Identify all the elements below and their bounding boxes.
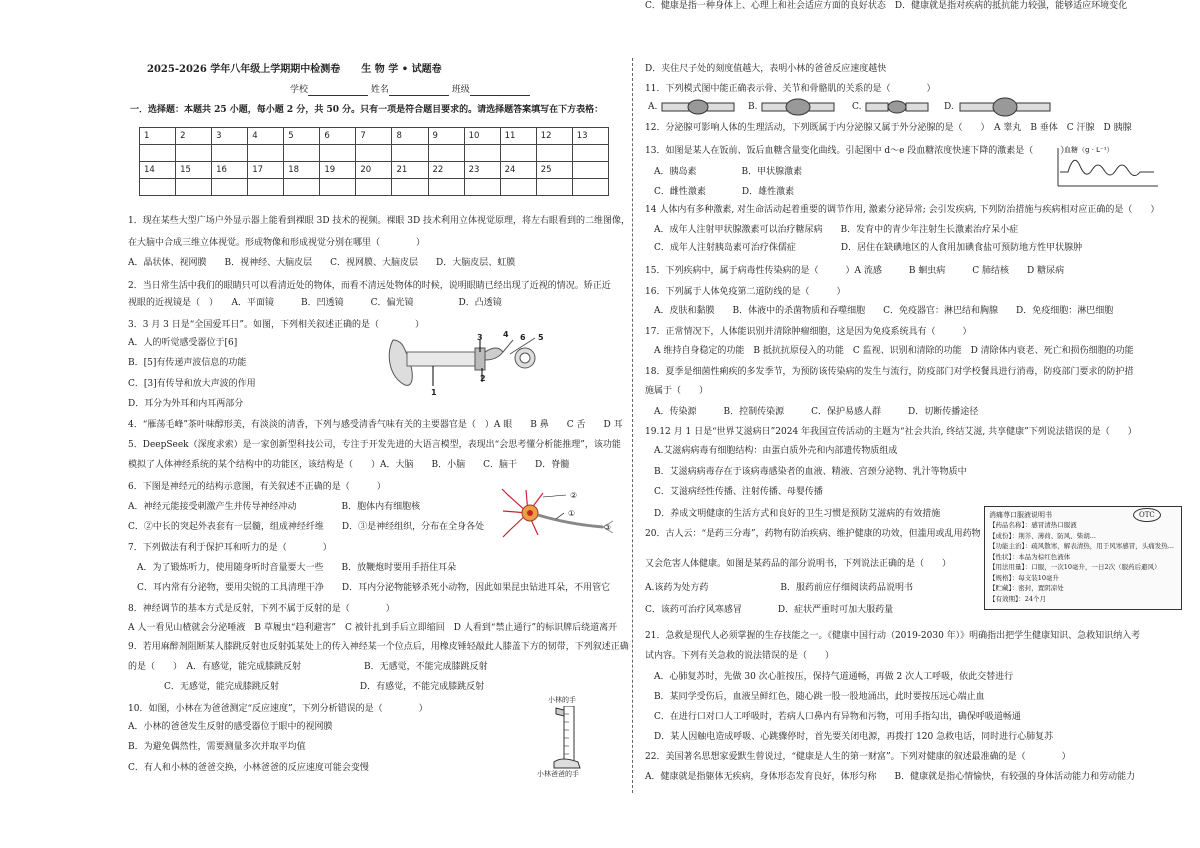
- left-question-line: C．耳内常有分泌物，要用尖锐的工具清理干净 D．耳内分泌物能够杀死小动物，因此如果昆虫钻进耳朵，不用管它: [128, 583, 611, 593]
- ear-label-6: 6: [520, 333, 526, 342]
- neuron-diagram: [498, 485, 618, 543]
- answer-cell-number: 19: [320, 162, 356, 179]
- left-question-line: 模拟了人体神经系统的某个结构中的功能区，该结构是（ ）A．大脑 B．小脑 C．脑干 D．脊髓: [128, 460, 570, 470]
- left-question-line: 2．当日常生活中我们的眼睛只可以看清近处的物体，而看不清远处物体的时候，说明眼睛已经出现了近视的情况。矫正近: [128, 281, 611, 291]
- left-question-line: C．②中长的突起外表套有一层髓，组成神经纤维 D．③是神经组织，分布在全身各处: [128, 522, 485, 532]
- exam-title-text: 2025-2026 学年八年级上学期期中检测卷: [147, 64, 341, 75]
- neuron-label-1: ①: [568, 509, 576, 518]
- left-question-line: 视眼的近视镜是（ ） A．平面镜 B．凹透镜 C．偏光镜 D．凸透镜: [128, 298, 502, 308]
- right-question-line: A 维持自身稳定的功能 B 抵抗抗原侵入的功能 C 监视、识别和清除的功能 D 清除体内衰老、死亡和损伤细胞的功能: [645, 346, 1134, 356]
- right-question-line: 20．古人云：“是药三分毒”，药物有防治疾病、维护健康的功效，但滥用或乱用药物: [645, 529, 981, 539]
- answer-cell-number: 13: [572, 128, 608, 145]
- left-question-line: A．神经元能接受刺激产生并传导神经冲动 B．胞体内有细胞核: [128, 502, 421, 512]
- answer-cell-blank[interactable]: [176, 145, 212, 162]
- answer-cell-number: 4: [248, 128, 284, 145]
- left-question-line: 6．下图是神经元的结构示意图，有关叙述不正确的是（ ）: [128, 482, 386, 492]
- answer-cell-blank[interactable]: [248, 179, 284, 196]
- answer-cell-blank[interactable]: [140, 179, 176, 196]
- left-question-line: 7．下列做法有利于保护耳和听力的是（ ）: [128, 543, 332, 553]
- left-question-line: C．有人和小林的爸爸交换，小林爸爸的反应速度可能会变慢: [128, 763, 369, 773]
- left-question-line: 8．神经调节的基本方式是反射，下列不属于反射的是（ ）: [128, 604, 395, 614]
- ruler-diagram: [550, 706, 590, 771]
- answer-cell-blank[interactable]: [500, 145, 536, 162]
- school-label: 学校: [290, 85, 309, 95]
- answer-cell-number: 21: [392, 162, 428, 179]
- drug-leaflet-line: 【功能主治】：疏风散寒，解表清热，用于风寒感冒，头痛发热...: [989, 542, 1174, 550]
- drug-leaflet-line: 【性状】：本品为棕红色液体: [989, 552, 1071, 561]
- drug-leaflet-title: 消痛荨口服液说明书: [989, 511, 1052, 519]
- answer-cell-blank[interactable]: [428, 179, 464, 196]
- answer-cell-blank[interactable]: [500, 179, 536, 196]
- school-blank[interactable]: [308, 86, 368, 96]
- student-info: [290, 84, 530, 96]
- right-question-line: 17．正常情况下，人体能识别并清除肿瘤细胞，这是因为免疫系统具有（ ）: [645, 327, 972, 337]
- name-blank[interactable]: [389, 86, 449, 96]
- answer-cell-number: 16: [212, 162, 248, 179]
- answer-cell-number: 6: [320, 128, 356, 145]
- answer-cell-number: [572, 162, 608, 179]
- answer-cell-number: 10: [464, 128, 500, 145]
- answer-cell-number: 8: [392, 128, 428, 145]
- answer-cell-blank[interactable]: [212, 145, 248, 162]
- answer-cell-number: 7: [356, 128, 392, 145]
- answer-cell-blank[interactable]: [320, 179, 356, 196]
- right-question-line: 21．急救是现代人必须掌握的生存技能之一。《健康中国行动（2019-2030 年）》明确指出把学生健康知识、急救知识纳入考: [645, 631, 1141, 641]
- name-label: 姓名: [370, 85, 389, 95]
- answer-cell-number: 11: [500, 128, 536, 145]
- right-question-line: C．雌性激素 D．雄性激素: [645, 187, 795, 197]
- right-question-line: 15．下列疾病中，属于病毒性传染病的是（ ）A 流感 B 蛔虫病 C 肺结核 D 糖尿病: [645, 266, 1065, 276]
- right-question-line: 22．美国著名思想家爱默生曾说过，“健康是人生的第一财富”。下列对健康的叙述最准确的是（ ）: [645, 752, 1071, 762]
- left-question-line: A．小林的爸爸发生反射的感受器位于眼中的视网膜: [128, 722, 333, 732]
- ear-label-3: 3: [477, 333, 483, 342]
- right-question-line: 11．下列模式图中能正确表示骨、关节和骨骼肌的关系的是（ ）: [645, 84, 936, 94]
- right-question-line: C．健康是指一种身体上、心理上和社会适应方面的良好状态 D．健康就是指对疾病的抵抗能力较强，能够适应环境变化: [645, 1, 1128, 11]
- right-question-line: 16．下列属于人体免疫第二道防线的是（ ）: [645, 287, 846, 297]
- answer-table: [139, 127, 609, 196]
- left-question-line: 9．若用麻醉剂阻断某人膝跳反射也反射弧某处上的传入神经某一个位点后，用橡皮锤轻敲此人膝盖下方的韧带，下列叙述正确: [128, 642, 629, 652]
- left-question-line: 5．DeepSeek（深度求索）是一家创新型科技公司，专注于开发先进的大语言模型，表现出“会思考懂分析能推理”，该功能: [128, 440, 621, 450]
- right-question-line: 试内容。下列有关急救的说法错误的是（ ）: [645, 651, 835, 661]
- right-question-line: D．养成文明健康的生活方式和良好的卫生习惯是预防艾滋病的有效措施: [645, 509, 941, 519]
- right-question-line: 又会危害人体健康。如图是某药品的部分说明书，下列说法正确的是（ ）: [645, 559, 952, 569]
- right-question-line: 19.12 月 1 日是“世界艾滋病日”2024 年我国宣传活动的主题为“社会共治, 终结艾滋, 共享健康”下列说法错误的是（ ）: [645, 427, 1137, 437]
- answer-cell-blank[interactable]: [392, 179, 428, 196]
- right-question-line: 12．分泌腺可影响人体的生理活动，下列既属于内分泌腺又属于外分泌腺的是（ ） A 睾丸 B 垂体 C 汗腺 D 胰腺: [645, 123, 1132, 133]
- left-question-line: C．无感觉，能完成膝跳反射 D．有感觉，不能完成膝跳反射: [128, 682, 485, 692]
- otc-badge: OTC: [1133, 508, 1161, 522]
- answer-cell-number: 23: [464, 162, 500, 179]
- q11-drawings: [660, 94, 1070, 120]
- drug-leaflet-line: 【有效期】：24个月: [989, 594, 1047, 603]
- neuron-label-2: ②: [570, 491, 578, 500]
- answer-cell-number: 25: [536, 162, 572, 179]
- neuron-label-3: ③: [604, 523, 612, 532]
- glucose-chart-ylabel: 血糖（g · L⁻¹）: [1064, 146, 1114, 154]
- q11-option-d[interactable]: D.: [944, 102, 954, 112]
- left-question-line: 3．3 月 3 日是“全国爱耳日”。如图，下列相关叙述正确的是（ ）: [128, 320, 424, 330]
- drug-leaflet-line: 【贮藏】：密封，置阴凉处: [989, 584, 1064, 592]
- right-question-line: 施属于（ ）: [645, 386, 709, 396]
- answer-cell-blank[interactable]: [464, 179, 500, 196]
- answer-cell-blank[interactable]: [356, 179, 392, 196]
- answer-cell-blank[interactable]: [176, 179, 212, 196]
- answer-cell-blank[interactable]: [464, 145, 500, 162]
- drug-leaflet-line: 【药品名称】：感冒清热口服液: [989, 521, 1077, 529]
- answer-cell-number: 3: [212, 128, 248, 145]
- ear-diagram: [385, 330, 555, 392]
- left-question-line: D．耳分为外耳和内耳两部分: [128, 399, 244, 409]
- answer-cell-blank[interactable]: [536, 145, 572, 162]
- right-question-line: A．胰岛素 B．甲状腺激素: [645, 167, 803, 177]
- answer-cell-blank[interactable]: [248, 145, 284, 162]
- right-question-line: C．该药可治疗风寒感冒 D．症状严重时可加大服药量: [645, 605, 894, 615]
- right-question-line: 18．夏季是细菌性痢疾的多发季节，为预防该传染病的发生与流行，防疫部门对学校餐具进行消毒，防疫部门要求的防护措: [645, 367, 1134, 377]
- class-label: 班级: [451, 85, 470, 95]
- answer-cell-number: 17: [248, 162, 284, 179]
- answer-cell-number: 9: [428, 128, 464, 145]
- answer-cell-number: 2: [176, 128, 212, 145]
- left-question-line: A 人一看见山楂就会分泌唾液 B 草履虫“趋利避害” C 被针扎到手后立即缩回 D 人看到“禁止通行”的标识牌后绕道离开: [128, 623, 618, 633]
- answer-cell-number: 14: [140, 162, 176, 179]
- answer-cell-blank[interactable]: [212, 179, 248, 196]
- left-question-line: B．为避免偶然性，需要测量多次并取平均值: [128, 742, 306, 752]
- right-question-line: A．传染源 B．控制传染源 C．保护易感人群 D．切断传播途径: [645, 407, 979, 417]
- right-question-line: A.该药为处方药 B．服药前应仔细阅读药品说明书: [645, 583, 913, 593]
- right-question-line: D．夹住尺子处的刻度值越大，表明小林的爸爸反应速度越快: [645, 64, 887, 74]
- answer-cell-number: 18: [284, 162, 320, 179]
- answer-cell-blank[interactable]: [572, 145, 608, 162]
- answer-cell-number: 22: [428, 162, 464, 179]
- exam-title: [147, 64, 442, 76]
- answer-cell-number: 12: [536, 128, 572, 145]
- class-blank[interactable]: [470, 86, 530, 96]
- answer-cell-blank[interactable]: [140, 145, 176, 162]
- answer-cell-blank[interactable]: [320, 145, 356, 162]
- section-1-heading: 一．选择题：本题共 25 小题，每小题 2 分，共 50 分。只有一项是符合题目要求的。请选择题答案填写在下方表格：: [130, 105, 604, 115]
- left-question-line: 10．如图，小林在为爸爸测定“反应速度”，下列分析错误的是（ ）: [128, 704, 428, 714]
- answer-cell-blank[interactable]: [428, 145, 464, 162]
- right-question-line: 14 人体内有多种激素, 对生命活动起着重要的调节作用, 激素分泌异常; 会引发疾病, 下列防治措施与疾病相对应正确的是（ ）: [645, 205, 1160, 215]
- answer-cell-number: 15: [176, 162, 212, 179]
- left-question-line: 在大脑中合成三维立体视觉。形成物像和形成视觉分别在哪里（ ）: [128, 238, 426, 248]
- q11-option-c[interactable]: C.: [852, 102, 862, 112]
- answer-cell-number: 24: [500, 162, 536, 179]
- answer-cell-blank[interactable]: [536, 179, 572, 196]
- answer-cell-number: 20: [356, 162, 392, 179]
- right-question-line: 13．如图是某人在饭前、饭后血糖含量变化曲线。引起图中 d～e 段血糖浓度快速下降的激素是（ ）: [645, 146, 1070, 156]
- answer-cell-blank[interactable]: [392, 145, 428, 162]
- drug-leaflet-line: 【规格】：每支装10毫升: [989, 573, 1060, 582]
- drug-leaflet: [984, 506, 1182, 610]
- left-question-line: A．晶状体、视网膜 B．视神经、大脑皮层 C．视网膜、大脑皮层 D．大脑皮层、虹膜: [128, 258, 516, 268]
- q11-option-a[interactable]: A.: [648, 102, 658, 112]
- right-question-line: B．某同学受伤后，血液呈鲜红色，随心跳一股一股地涌出，此时要按压远心端止血: [645, 692, 985, 702]
- q11-option-b[interactable]: B.: [748, 102, 758, 112]
- right-question-line: A．成年人注射甲状腺激素可以治疗糖尿病 B．发育中的青少年注射生长激素治疗呆小症: [645, 225, 1019, 235]
- right-question-line: A．心肺复苏时，先做 30 次心脏按压，保持气道通畅，再做 2 次人工呼吸，依此交替进行: [645, 672, 1014, 682]
- left-question-line: A．为了锻炼听力，使用随身听时音量要大一些 B．放鞭炮时要用手捂住耳朵: [128, 563, 457, 573]
- ear-label-2: 2: [480, 374, 486, 383]
- ear-label-4: 4: [503, 330, 509, 339]
- right-question-line: A．皮肤和黏膜 B．体液中的杀菌物质和吞噬细胞 C．免疫器官：淋巴结和胸腺 D．免疫细胞：淋巴细胞: [645, 306, 1114, 316]
- ear-label-1: 1: [431, 388, 437, 397]
- left-question-line: A．人的听觉感受器位于[6]: [128, 338, 238, 348]
- ruler-label-top: 小林的手: [548, 696, 576, 704]
- ear-label-5: 5: [538, 333, 544, 342]
- answer-cell-number: 1: [140, 128, 176, 145]
- right-question-line: D．某人因触电造成呼吸、心跳骤停时，首先要关闭电源，再拨打 120 急救电话，同时进行心肺复苏: [645, 732, 1054, 742]
- answer-cell-blank[interactable]: [284, 145, 320, 162]
- left-question-line: C．[3]有传导和放大声波的作用: [128, 379, 256, 389]
- right-question-line: B．艾滋病病毒存在于该病毒感染者的血液、精液、宫颈分泌物、乳汁等物质中: [645, 467, 967, 477]
- right-question-line: C．成年人注射胰岛素可治疗侏儒症 D．居住在缺碘地区的人食用加碘食盐可预防地方性甲状腺肿: [645, 243, 1083, 253]
- right-question-line: C．艾滋病经性传播、注射传播、母婴传播: [645, 487, 823, 497]
- left-question-line: 1．现在某些大型广场户外显示器上能看到裸眼 3D 技术的视频。裸眼 3D 技术利用立体视觉原理，将左右眼看到的二维图像，: [128, 216, 631, 226]
- left-question-line: 4．“雁荡毛峰”茶叶味醇形美，有淡淡的清香，下列与感受清香气味有关的主要器官是（ ）A 眼 B 鼻 C 舌 D 耳: [128, 420, 623, 430]
- drug-leaflet-line: 【用法用量】：口服，一次10毫升，一日2次（服药后避风）: [989, 563, 1161, 571]
- answer-cell-blank[interactable]: [572, 179, 608, 196]
- drug-leaflet-line: 【成份】：荆芥、薄荷、防风、柴胡...: [989, 531, 1096, 540]
- left-question-line: 的是（ ） A．有感觉，能完成膝跳反射 B．无感觉，不能完成膝跳反射: [128, 662, 488, 672]
- left-question-line: B．[5]有传递声波信息的功能: [128, 358, 247, 368]
- right-question-line: A.艾滋病病毒有细胞结构：由蛋白质外壳和内部遗传物质组成: [645, 446, 898, 456]
- ruler-label-bottom: 小林爸爸的手: [537, 770, 579, 778]
- right-question-line: A．健康就是指躯体无疾病，身体形态发育良好，体形匀称 B．健康就是指心情愉快，有较强的身体活动能力和劳动能力: [645, 772, 1136, 782]
- answer-cell-blank[interactable]: [284, 179, 320, 196]
- answer-cell-blank[interactable]: [356, 145, 392, 162]
- answer-cell-number: 5: [284, 128, 320, 145]
- subject-title: 生 物 学 • 试题卷: [361, 64, 442, 75]
- column-divider: [632, 58, 633, 793]
- right-question-line: C．在进行口对口人工呼吸时，若病人口鼻内有异物和污物，可用手指勾出，确保呼吸道畅通: [645, 712, 1021, 722]
